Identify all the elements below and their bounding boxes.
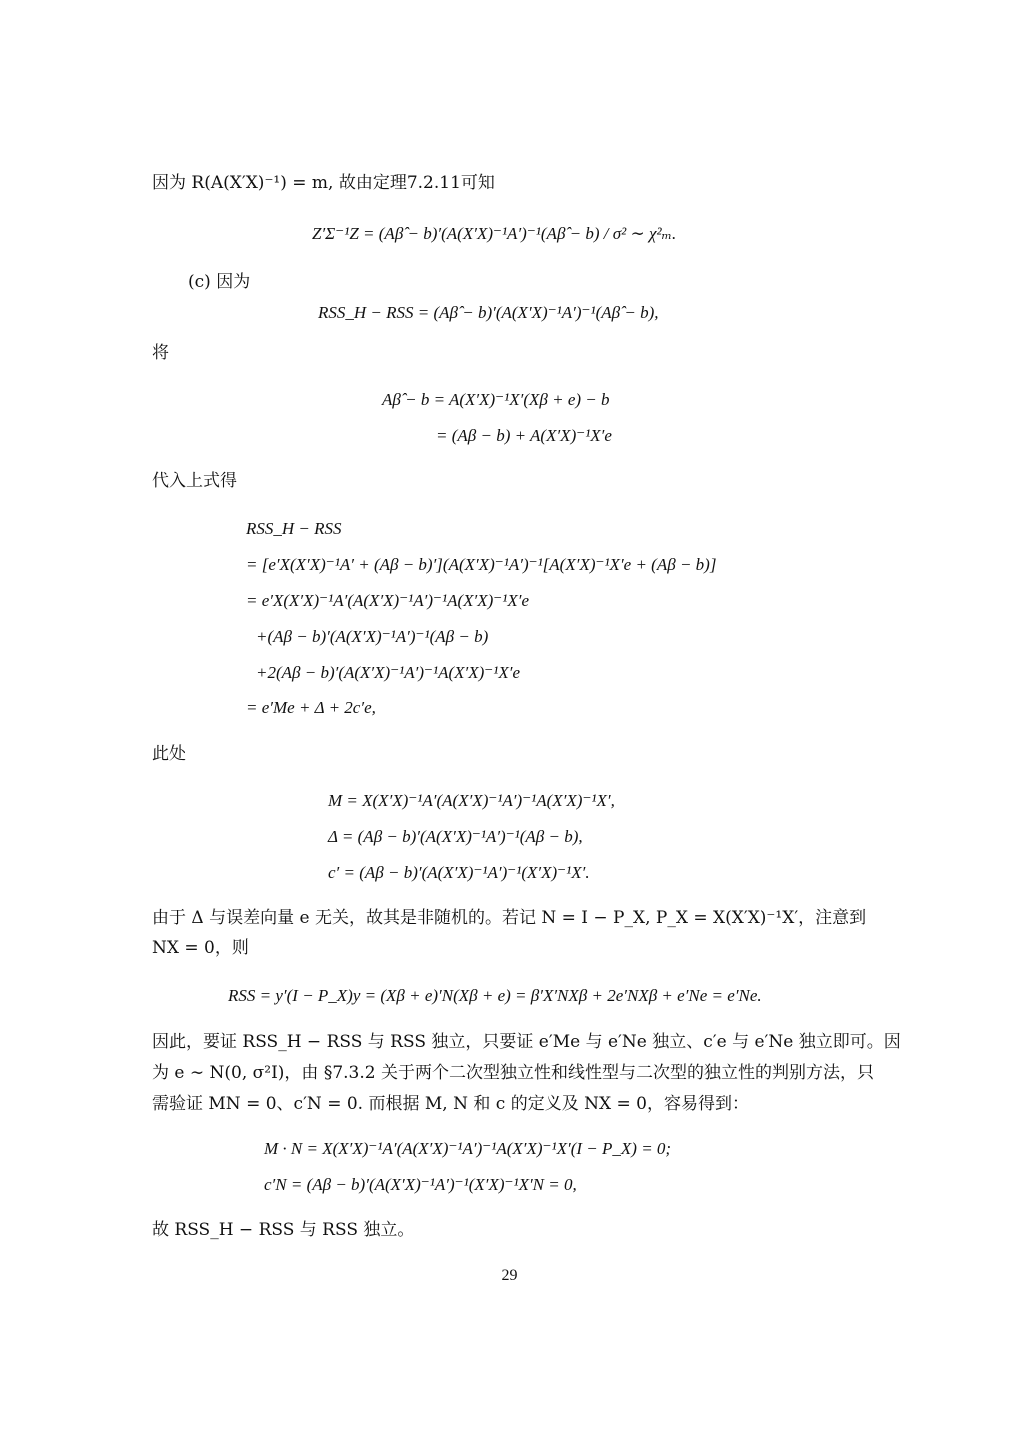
equation-derivation: = e′Me + Δ + 2c′e, [246, 698, 376, 717]
text-line: 因此，要证 RSS_H − RSS 与 RSS 独立，只要证 e′Me 与 e′Ne 独立、c′e 与 e′Ne 独立即可。因 [152, 1032, 901, 1052]
equation-abeta-cont: = (Aβ − b) + A(X′X)⁻¹X′e [436, 426, 612, 445]
text-line: 此处 [152, 744, 186, 764]
equation-rss: RSS = y′(I − P_X)y = (Xβ + e)′N(Xβ + e) = β′X′NXβ + 2e′NXβ + e′Ne = e′Ne. [228, 986, 762, 1005]
text-line: 为 e ∼ N(0, σ²I)，由 §7.3.2 关于两个二次型独立性和线性型与二次型的独立性的判别方法，只 [152, 1063, 874, 1083]
equation-derivation: +(Aβ − b)′(A(X′X)⁻¹A′)⁻¹(Aβ − b) [256, 627, 489, 646]
equation-def-m: M = X(X′X)⁻¹A′(A(X′X)⁻¹A′)⁻¹A(X′X)⁻¹X′, [328, 791, 615, 810]
text-line: NX = 0，则 [152, 938, 249, 958]
equation-def-c: c′ = (Aβ − b)′(A(X′X)⁻¹A′)⁻¹(X′X)⁻¹X′. [328, 863, 590, 882]
text-line: 由于 Δ 与误差向量 e 无关，故其是非随机的。若记 N = I − P_X, P_X = X(X′X)⁻¹X′，注意到 [152, 908, 867, 928]
text-line: 故 RSS_H − RSS 与 RSS 独立。 [152, 1220, 415, 1240]
text-line: 因为 R(A(X′X)⁻¹) = m, 故由定理7.2.11可知 [152, 173, 495, 193]
equation-derivation: RSS_H − RSS [246, 519, 342, 538]
equation-derivation: = [e′X(X′X)⁻¹A′ + (Aβ − b)′](A(X′X)⁻¹A′)⁻¹[A(X′X)⁻¹X′e + (Aβ − b)] [246, 555, 717, 574]
equation-chi-square: Z′Σ⁻¹Z = (Aβ̂ − b)′(A(X′X)⁻¹A′)⁻¹(Aβ̂ − b) / σ² ∼ χ²ₘ. [312, 224, 677, 243]
equation-cn: c′N = (Aβ − b)′(A(X′X)⁻¹A′)⁻¹(X′X)⁻¹X′N = 0, [264, 1175, 577, 1194]
equation-abeta: Aβ̂ − b = A(X′X)⁻¹X′(Xβ + e) − b [382, 390, 610, 409]
text-line: 代入上式得 [152, 471, 237, 491]
text-line: 将 [152, 343, 169, 363]
equation-mn: M · N = X(X′X)⁻¹A′(A(X′X)⁻¹A′)⁻¹A(X′X)⁻¹X′(I − P_X) = 0; [264, 1139, 672, 1158]
item-c-label: (c) 因为 [188, 272, 251, 292]
page-number: 29 [501, 1267, 518, 1284]
equation-derivation: = e′X(X′X)⁻¹A′(A(X′X)⁻¹A′)⁻¹A(X′X)⁻¹X′e [246, 591, 530, 610]
equation-rss-diff: RSS_H − RSS = (Aβ̂ − b)′(A(X′X)⁻¹A′)⁻¹(Aβ̂ − b), [318, 303, 659, 322]
equation-def-delta: Δ = (Aβ − b)′(A(X′X)⁻¹A′)⁻¹(Aβ − b), [328, 827, 583, 846]
equation-derivation: +2(Aβ − b)′(A(X′X)⁻¹A′)⁻¹A(X′X)⁻¹X′e [256, 663, 521, 682]
text-line: 需验证 MN = 0、c′N = 0. 而根据 M, N 和 c 的定义及 NX = 0，容易得到： [152, 1094, 749, 1114]
